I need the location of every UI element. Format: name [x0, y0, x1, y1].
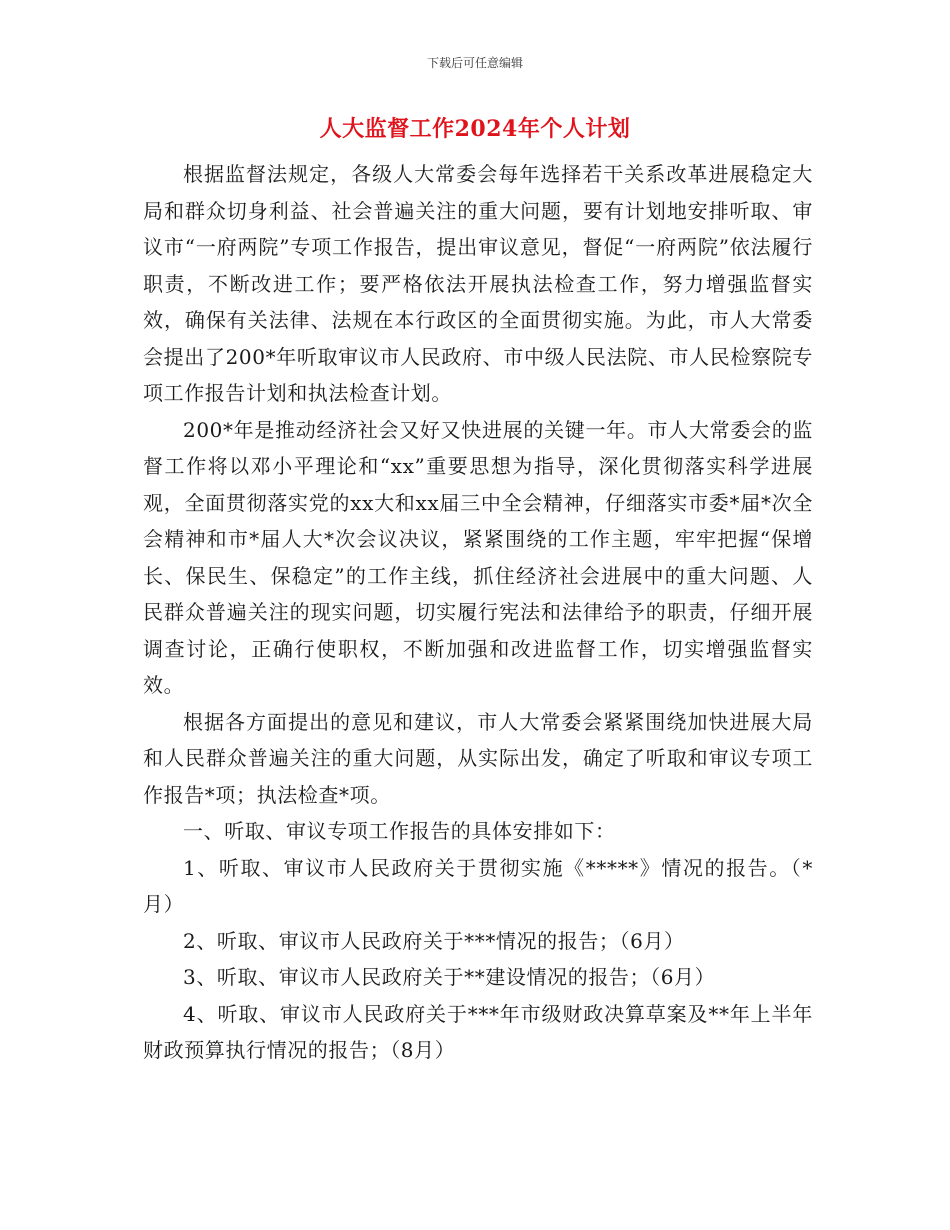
paragraph-intro: 根据监督法规定，各级人大常委会每年选择若干关系改革进展稳定大局和群众切身利益、社会普遍关注的重大问题，要有计划地安排听取、审议市“一府两院”专项工作报告，提出审议意见，督促“一府两院”依法履行职责，不断改进工作；要严格依法开展执法检查工作，努力增强监督实效，确保有关法律、法规在本行政区的全面贯彻实施。为此，市人大常委会提出了200*年听取审议市人民政府、市中级人民法院、市人民检察院专项工作报告计划和执法检查计划。	[143, 162, 813, 405]
paragraph-summary: 根据各方面提出的意见和建议，市人大常委会紧紧围绕加快进展大局和人民群众普遍关注的重大问题，从实际出发，确定了听取和审议专项工作报告*项；执法检查*项。	[143, 709, 813, 807]
list-item-1: 1、听取、审议市人民政府关于贯彻实施《*****》情况的报告。（*月）	[143, 855, 813, 916]
list-item-4: 4、听取、审议市人民政府关于***年市级财政决算草案及**年上半年财政预算执行情况的报告；（8月）	[143, 1001, 813, 1062]
document-body	[143, 156, 813, 1069]
list-item-2: 2、听取、审议市人民政府关于***情况的报告；（6月）	[183, 928, 685, 953]
document-title: 人大监督工作2024年个人计划	[319, 116, 631, 142]
header-note: 下载后可任意编辑	[426, 56, 523, 70]
list-item-3: 3、听取、审议市人民政府关于**建设情况的报告；（6月）	[183, 965, 716, 989]
paragraph-context: 200*年是推动经济社会又好又快进展的关键一年。市人大常委会的监督工作将以邓小平理论和“xx”重要思想为指导，深化贯彻落实科学进展观，全面贯彻落实党的xx大和xx届三中全会精神，仔细落实市委*届*次全会精神和市*届人大*次会议决议，紧紧围绕的工作主题，牢牢把握“保增长、保民生、保稳定”的工作主线，抓住经济社会进展中的重大问题、人民群众普遍关注的现实问题，切实履行宪法和法律给予的职责，仔细开展调查讨论，正确行使职权，不断加强和改进监督工作，切实增强监督实效。	[143, 417, 813, 697]
section-heading: 一、听取、审议专项工作报告的具体安排如下：	[183, 819, 616, 843]
